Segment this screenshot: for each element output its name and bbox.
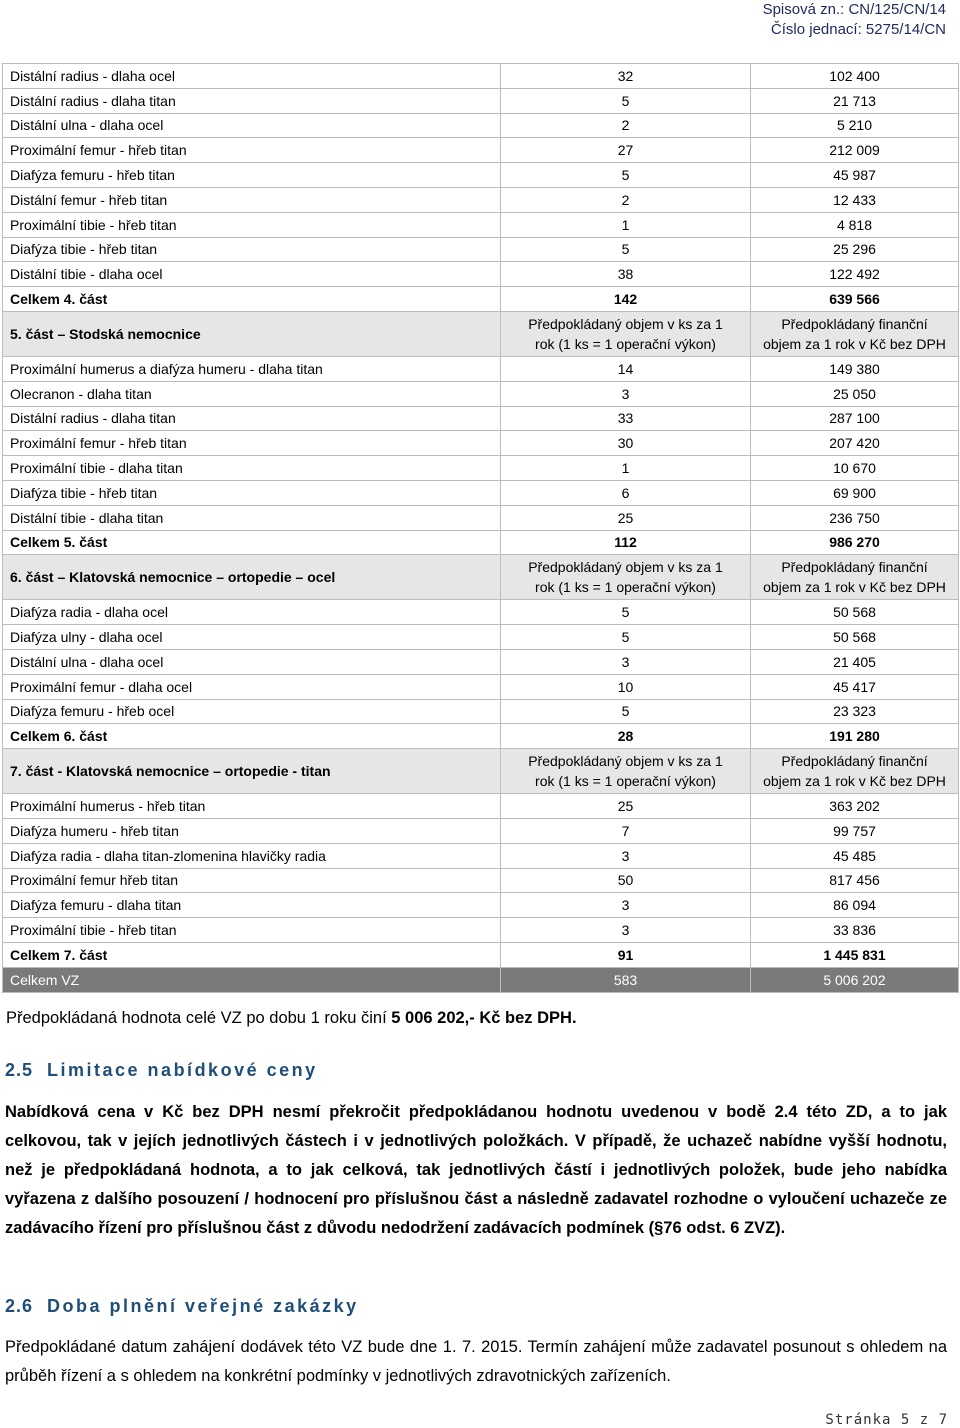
- total-quantity: 142: [501, 287, 751, 312]
- item-price: 236 750: [751, 505, 959, 530]
- item-name: Proximální femur - dlaha ocel: [3, 674, 501, 699]
- subtotal-row: [3, 942, 959, 967]
- table-row: [3, 699, 959, 724]
- page-number: Stránka 5 z 7: [825, 1412, 948, 1428]
- item-name: Diafýza humeru - hřeb titan: [3, 818, 501, 843]
- header-line: Předpokládaný objem v ks za 1: [528, 559, 723, 576]
- table-row: [3, 356, 959, 381]
- document-header: [763, 0, 946, 40]
- item-quantity: 5: [501, 88, 751, 113]
- item-name: Diafýza tibie - hřeb titan: [3, 237, 501, 262]
- price-column-header: [751, 749, 959, 794]
- table-row: [3, 431, 959, 456]
- item-quantity: 5: [501, 163, 751, 188]
- section-heading-2-6: [5, 1296, 359, 1317]
- item-quantity: 38: [501, 262, 751, 287]
- item-name: Proximální femur - hřeb titan: [3, 431, 501, 456]
- item-price: 817 456: [751, 868, 959, 893]
- item-name: Proximální femur hřeb titan: [3, 868, 501, 893]
- reference-number: Číslo jednací: 5275/14/CN: [770, 21, 946, 38]
- section-number: 2.6: [5, 1296, 34, 1316]
- total-price: 5 006 202: [751, 967, 959, 992]
- table-row: [3, 262, 959, 287]
- item-name: Proximální tibie - hřeb titan: [3, 918, 501, 943]
- item-quantity: 30: [501, 431, 751, 456]
- table-row: [3, 64, 959, 89]
- summary-amount: 5 006 202,- Kč bez DPH.: [391, 1009, 577, 1027]
- section-header-row: [3, 311, 959, 356]
- item-name: Proximální femur - hřeb titan: [3, 138, 501, 163]
- item-price: 23 323: [751, 699, 959, 724]
- item-name: Distální radius - dlaha titan: [3, 88, 501, 113]
- item-quantity: 10: [501, 674, 751, 699]
- table-row: [3, 381, 959, 406]
- item-price: 25 050: [751, 381, 959, 406]
- total-quantity: 91: [501, 942, 751, 967]
- table-row: [3, 187, 959, 212]
- item-quantity: 3: [501, 649, 751, 674]
- item-quantity: 3: [501, 893, 751, 918]
- table-row: [3, 600, 959, 625]
- item-quantity: 50: [501, 868, 751, 893]
- table-row: [3, 88, 959, 113]
- item-price: 12 433: [751, 187, 959, 212]
- item-price: 25 296: [751, 237, 959, 262]
- item-quantity: 2: [501, 187, 751, 212]
- section-header-row: [3, 555, 959, 600]
- item-name: Proximální humerus a diafýza humeru - dlaha titan: [3, 356, 501, 381]
- price-column-header: [751, 555, 959, 600]
- item-quantity: 3: [501, 918, 751, 943]
- part-title: 6. část – Klatovská nemocnice – ortopedie – ocel: [3, 555, 501, 600]
- quantity-column-header: [501, 311, 751, 356]
- item-price: 5 210: [751, 113, 959, 138]
- item-quantity: 5: [501, 625, 751, 650]
- item-name: Proximální humerus - hřeb titan: [3, 794, 501, 819]
- quantity-column-header: [501, 749, 751, 794]
- item-quantity: 2: [501, 113, 751, 138]
- table-row: [3, 212, 959, 237]
- item-price: 50 568: [751, 600, 959, 625]
- table-row: [3, 893, 959, 918]
- item-quantity: 5: [501, 699, 751, 724]
- item-price: 99 757: [751, 818, 959, 843]
- item-price: 69 900: [751, 480, 959, 505]
- item-quantity: 25: [501, 505, 751, 530]
- section-2-6-text: Předpokládané datum zahájení dodávek této VZ bude dne 1. 7. 2015. Termín zahájení může zadavatel posunout s ohledem na průběh řízení a s ohledem na konkrétní podmínky v jednotlivých zdravotnických zařízeních.: [5, 1338, 947, 1385]
- item-name: Diafýza femuru - dlaha titan: [3, 893, 501, 918]
- item-quantity: 7: [501, 818, 751, 843]
- item-price: 207 420: [751, 431, 959, 456]
- item-quantity: 3: [501, 381, 751, 406]
- item-quantity: 14: [501, 356, 751, 381]
- item-price: 149 380: [751, 356, 959, 381]
- header-line: Předpokládaný finanční: [781, 315, 928, 332]
- item-name: Diafýza radia - dlaha titan-zlomenina hlavičky radia: [3, 843, 501, 868]
- grand-total-row: [3, 967, 959, 992]
- header-line: objem za 1 rok v Kč bez DPH: [763, 335, 946, 352]
- table-row: [3, 674, 959, 699]
- total-value-summary: [6, 1009, 577, 1028]
- table-row: [3, 868, 959, 893]
- item-name: Olecranon - dlaha titan: [3, 381, 501, 406]
- item-name: Distální radius - dlaha titan: [3, 406, 501, 431]
- total-quantity: 112: [501, 530, 751, 555]
- table-row: [3, 138, 959, 163]
- item-price: 212 009: [751, 138, 959, 163]
- item-price: 21 713: [751, 88, 959, 113]
- quantity-column-header: [501, 555, 751, 600]
- header-line: rok (1 ks = 1 operační výkon): [535, 335, 716, 352]
- item-quantity: 5: [501, 237, 751, 262]
- item-name: Distální tibie - dlaha ocel: [3, 262, 501, 287]
- header-line: Předpokládaný finanční: [781, 559, 928, 576]
- total-price: 639 566: [751, 287, 959, 312]
- item-quantity: 6: [501, 480, 751, 505]
- item-name: Diafýza femuru - hřeb ocel: [3, 699, 501, 724]
- table-row: [3, 113, 959, 138]
- table-row: [3, 406, 959, 431]
- header-line: objem za 1 rok v Kč bez DPH: [763, 579, 946, 596]
- item-price: 86 094: [751, 893, 959, 918]
- table-row: [3, 918, 959, 943]
- subtotal-row: [3, 530, 959, 555]
- file-reference: Spisová zn.: CN/125/CN/14: [762, 1, 946, 18]
- total-label: Celkem 5. část: [3, 530, 501, 555]
- total-price: 191 280: [751, 724, 959, 749]
- summary-text: Předpokládaná hodnota celé VZ po dobu 1 roku činí: [6, 1009, 392, 1027]
- item-name: Distální radius - dlaha ocel: [3, 64, 501, 89]
- total-price: 986 270: [751, 530, 959, 555]
- header-line: rok (1 ks = 1 operační výkon): [535, 579, 716, 596]
- item-quantity: 1: [501, 456, 751, 481]
- item-quantity: 3: [501, 843, 751, 868]
- total-quantity: 583: [501, 967, 751, 992]
- total-price: 1 445 831: [751, 942, 959, 967]
- item-name: Proximální tibie - hřeb titan: [3, 212, 501, 237]
- item-quantity: 5: [501, 600, 751, 625]
- item-name: Distální ulna - dlaha ocel: [3, 649, 501, 674]
- parts-table-body: [3, 64, 959, 993]
- parts-table: [2, 63, 959, 993]
- header-line: Předpokládaný objem v ks za 1: [528, 315, 723, 332]
- item-name: Distální ulna - dlaha ocel: [3, 113, 501, 138]
- item-price: 45 987: [751, 163, 959, 188]
- header-line: Předpokládaný finanční: [781, 753, 928, 770]
- item-price: 50 568: [751, 625, 959, 650]
- item-price: 45 485: [751, 843, 959, 868]
- part-title: 7. část - Klatovská nemocnice – ortopedie - titan: [3, 749, 501, 794]
- item-name: Diafýza radia - dlaha ocel: [3, 600, 501, 625]
- price-column-header: [751, 311, 959, 356]
- item-price: 10 670: [751, 456, 959, 481]
- section-title: Limitace nabídkové ceny: [47, 1060, 318, 1080]
- item-price: 21 405: [751, 649, 959, 674]
- item-quantity: 33: [501, 406, 751, 431]
- item-quantity: 1: [501, 212, 751, 237]
- item-price: 45 417: [751, 674, 959, 699]
- part-title: 5. část – Stodská nemocnice: [3, 311, 501, 356]
- item-price: 33 836: [751, 918, 959, 943]
- subtotal-row: [3, 724, 959, 749]
- table-row: [3, 649, 959, 674]
- item-price: 287 100: [751, 406, 959, 431]
- table-row: [3, 818, 959, 843]
- item-quantity: 27: [501, 138, 751, 163]
- header-line: objem za 1 rok v Kč bez DPH: [763, 773, 946, 790]
- section-heading-2-5: [5, 1060, 318, 1081]
- subtotal-row: [3, 287, 959, 312]
- total-label: Celkem 6. část: [3, 724, 501, 749]
- item-name: Diafýza femuru - hřeb titan: [3, 163, 501, 188]
- table-row: [3, 794, 959, 819]
- table-row: [3, 843, 959, 868]
- section-2-5-text: Nabídková cena v Kč bez DPH nesmí překročit předpokládanou hodnotu uvedenou v bodě 2.4 této ZD, a to jak celkovou, tak v jejích jednotlivých částech i v jednotlivých položkách. V případě, že uchazeč nabídne vyšší hodnotu, než je předpokládaná hodnota, a to jak celková, tak jednotlivých částí i jednotlivých položek, bude jeho nabídka vyřazena z dalšího posouzení / hodnocení pro příslušnou část a následně zadavatel rozhodne o vyloučení uchazeče ze zadávacího řízení pro příslušnou část z důvodu nedodržení zadávacích podmínek (§76 odst. 6 ZVZ).: [5, 1103, 947, 1237]
- table-row: [3, 480, 959, 505]
- section-title: Doba plnění veřejné zakázky: [47, 1296, 359, 1316]
- total-quantity: 28: [501, 724, 751, 749]
- header-line: rok (1 ks = 1 operační výkon): [535, 773, 716, 790]
- table-row: [3, 163, 959, 188]
- item-quantity: 25: [501, 794, 751, 819]
- item-price: 4 818: [751, 212, 959, 237]
- total-label: Celkem VZ: [3, 967, 501, 992]
- item-name: Distální tibie - dlaha titan: [3, 505, 501, 530]
- table-row: [3, 456, 959, 481]
- section-header-row: [3, 749, 959, 794]
- header-line: Předpokládaný objem v ks za 1: [528, 753, 723, 770]
- item-quantity: 32: [501, 64, 751, 89]
- item-name: Distální femur - hřeb titan: [3, 187, 501, 212]
- table-row: [3, 237, 959, 262]
- total-label: Celkem 4. část: [3, 287, 501, 312]
- item-name: Proximální tibie - dlaha titan: [3, 456, 501, 481]
- item-price: 363 202: [751, 794, 959, 819]
- item-price: 122 492: [751, 262, 959, 287]
- item-name: Diafýza tibie - hřeb titan: [3, 480, 501, 505]
- section-number: 2.5: [5, 1060, 34, 1080]
- item-price: 102 400: [751, 64, 959, 89]
- total-label: Celkem 7. část: [3, 942, 501, 967]
- item-name: Diafýza ulny - dlaha ocel: [3, 625, 501, 650]
- table-row: [3, 625, 959, 650]
- table-row: [3, 505, 959, 530]
